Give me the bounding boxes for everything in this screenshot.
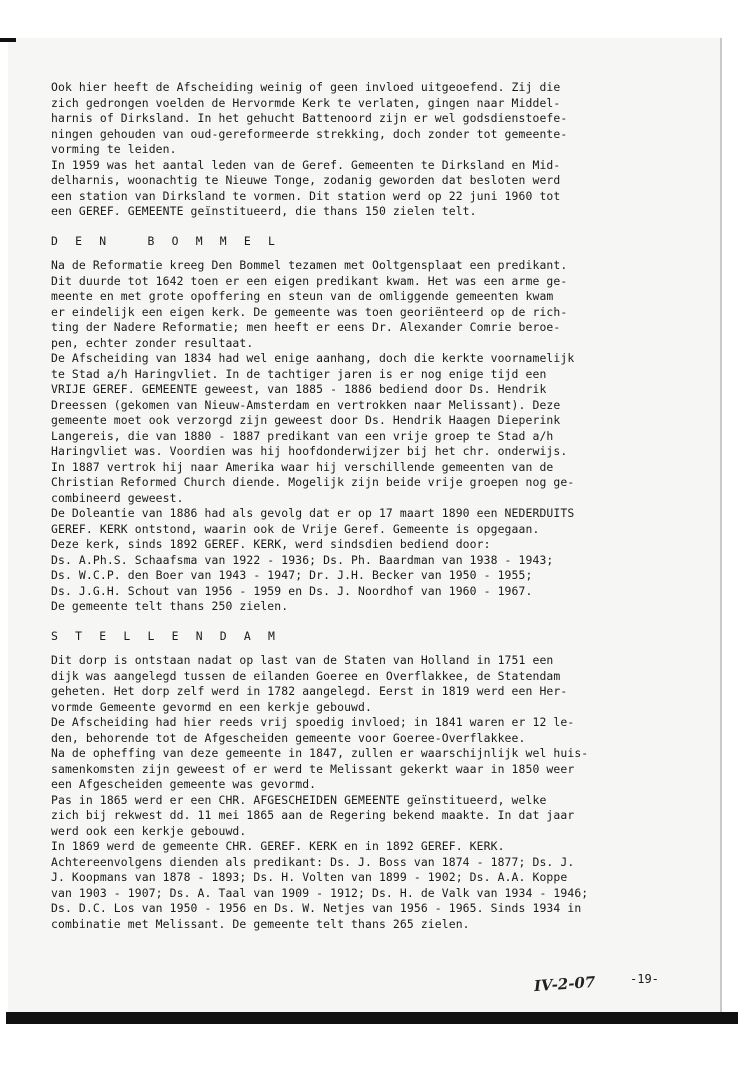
- text-line: te Stad a/h Haringvliet. In de tachtiger jaren is er nog enige tijd een: [51, 366, 547, 381]
- scan-margin-mark: [0, 38, 16, 42]
- text-line: Dit duurde tot 1642 toen er een eigen predikant kwam. Het was een arme ge-: [51, 273, 568, 288]
- text-line: Christian Reformed Church diende. Mogelijk zijn beide vrije groepen nog ge-: [51, 475, 575, 489]
- text-line: een GEREF. GEMEENTE geïnstitueerd, die thans 150 zielen telt.: [51, 204, 477, 218]
- page-number: -19-: [630, 972, 659, 986]
- text-line: werd ook een kerkje gebouwd.: [51, 823, 247, 838]
- paragraph-afscheiding-intro: [51, 80, 691, 220]
- text-line: Ds. D.C. Los van 1950 - 1956 en Ds. W. Netjes van 1956 - 1965. Sinds 1934 in: [51, 901, 582, 915]
- text-line: Na de Reformatie kreeg Den Bommel tezamen met Ooltgensplaat een predikant.: [51, 258, 568, 272]
- text-line: De gemeente telt thans 250 zielen.: [51, 599, 289, 613]
- text-line: In 1959 was het aantal leden van de Geref. Gemeenten te Dirksland en Mid-: [51, 157, 561, 172]
- text-line: combinatie met Melissant. De gemeente telt thans 265 zielen.: [51, 916, 470, 931]
- paragraph-den-bommel: [51, 258, 691, 615]
- text-line: Ds. J.G.H. Schout van 1956 - 1959 en Ds. J. Noordhof van 1960 - 1967.: [51, 583, 533, 598]
- handwritten-archive-note: IV-2-07: [533, 972, 596, 996]
- text-line: De Afscheiding had hier reeds vrij spoedig invloed; in 1841 waren er 12 le-: [51, 715, 575, 729]
- text-line: zich gedrongen voelden de Hervormde Kerk te verlaten, gingen naar Middel-: [51, 95, 561, 110]
- text-line: Langereis, die van 1880 - 1887 predikant van een vrije groep te Stad a/h: [51, 428, 554, 443]
- text-line: Dreessen (gekomen van Nieuw-Amsterdam en vertrokken naar Melissant). Deze: [51, 397, 561, 412]
- text-line: een Afgescheiden gemeente was gevormd.: [51, 777, 317, 791]
- section-heading-stellendam: S T E L L E N D A M: [51, 628, 281, 643]
- text-line: De Doleantie van 1886 had als gevolg dat er op 17 maart 1890 een NEDERDUITS: [51, 506, 575, 520]
- text-line: er eindelijk een eigen kerk. De gemeente was toen georiënteerd op de rich-: [51, 304, 568, 319]
- text-line: Haringvliet was. Voordien was hij hoofdonderwijzer bij het chr. onderwijs.: [51, 444, 568, 458]
- text-line: Ds. A.Ph.S. Schaafsma van 1922 - 1936; Ds. Ph. Baardman van 1938 - 1943;: [51, 552, 554, 567]
- text-line: combineerd geweest.: [51, 490, 184, 505]
- text-line: den, behorende tot de Afgescheiden gemeente voor Goeree-Overflakkee.: [51, 730, 526, 745]
- text-line: GEREF. KERK ontstond, waarin ook de Vrije Geref. Gemeente is opgegaan.: [51, 521, 540, 536]
- section-heading-den-bommel: D E N B O M M E L: [51, 233, 281, 248]
- text-line: vorming te leiden.: [51, 142, 177, 156]
- text-line: samenkomsten zijn geweest of er werd te Melissant gekerkt waar in 1850 weer: [51, 761, 575, 776]
- text-line: Ook hier heeft de Afscheiding weinig of geen invloed uitgeoefend. Zij die: [51, 80, 561, 94]
- text-line: Deze kerk, sinds 1892 GEREF. KERK, werd sindsdien bediend door:: [51, 537, 491, 551]
- text-line: De Afscheiding van 1834 had wel enige aanhang, doch die kerkte voornamelijk: [51, 351, 575, 365]
- text-line: Dit dorp is ontstaan nadat op last van de Staten van Holland in 1751 een: [51, 653, 554, 667]
- text-line: ting der Nadere Reformatie; men heeft er eens Dr. Alexander Comrie beroe-: [51, 320, 561, 334]
- text-line: delharnis, woonachtig te Nieuwe Tonge, zodanig geworden dat besloten werd: [51, 173, 561, 187]
- text-line: meente en met grote opoffering en steun van de omliggende gemeenten kwam: [51, 289, 554, 303]
- page-edge-shadow: [720, 38, 722, 1023]
- text-line: gemeente moet ook verzorgd zijn geweest door Ds. Hendrik Haagen Dieperink: [51, 413, 561, 427]
- text-line: harnis of Dirksland. In het gehucht Battenoord zijn er wel godsdienstoefe-: [51, 111, 568, 125]
- text-line: pen, echter zonder resultaat.: [51, 335, 254, 350]
- text-line: een station van Dirksland te vormen. Dit station werd op 22 juni 1960 tot: [51, 188, 561, 203]
- text-line: van 1903 - 1907; Ds. A. Taal van 1909 - 1912; Ds. H. de Valk van 1934 - 1946;: [51, 885, 589, 900]
- text-line: In 1887 vertrok hij naar Amerika waar hij verschillende gemeenten van de: [51, 459, 554, 474]
- text-line: In 1869 werd de gemeente CHR. GEREF. KERK en in 1892 GEREF. KERK.: [51, 839, 505, 853]
- text-line: ningen gehouden van oud-gereformeerde strekking, doch zonder tot gemeente-: [51, 126, 568, 141]
- text-line: geheten. Het dorp zelf werd in 1782 aangelegd. Eerst in 1819 werd een Her-: [51, 684, 568, 698]
- text-line: dijk was aangelegd tussen de eilanden Goeree en Overflakkee, de Statendam: [51, 668, 561, 683]
- text-line: Pas in 1865 werd er een CHR. AFGESCHEIDEN GEMEENTE geïnstitueerd, welke: [51, 792, 547, 807]
- text-line: Na de opheffing van deze gemeente in 1847, zullen er waarschijnlijk wel huis-: [51, 746, 589, 760]
- text-line: vormde Gemeente gevormd en een kerkje gebouwd.: [51, 699, 372, 714]
- text-line: J. Koopmans van 1878 - 1893; Ds. H. Volten van 1899 - 1902; Ds. A.A. Koppe: [51, 870, 568, 884]
- scan-bottom-border: [6, 1012, 738, 1024]
- document-body: [51, 80, 691, 932]
- paragraph-stellendam: [51, 653, 691, 932]
- text-line: Achtereenvolgens dienden als predikant: Ds. J. Boss van 1874 - 1877; Ds. J.: [51, 854, 575, 869]
- text-line: Ds. W.C.P. den Boer van 1943 - 1947; Dr. J.H. Becker van 1950 - 1955;: [51, 568, 533, 582]
- text-line: VRIJE GEREF. GEMEENTE geweest, van 1885 - 1886 bediend door Ds. Hendrik: [51, 382, 547, 396]
- text-line: zich bij rekwest dd. 11 mei 1865 aan de Regering bekend maakte. In dat jaar: [51, 808, 575, 822]
